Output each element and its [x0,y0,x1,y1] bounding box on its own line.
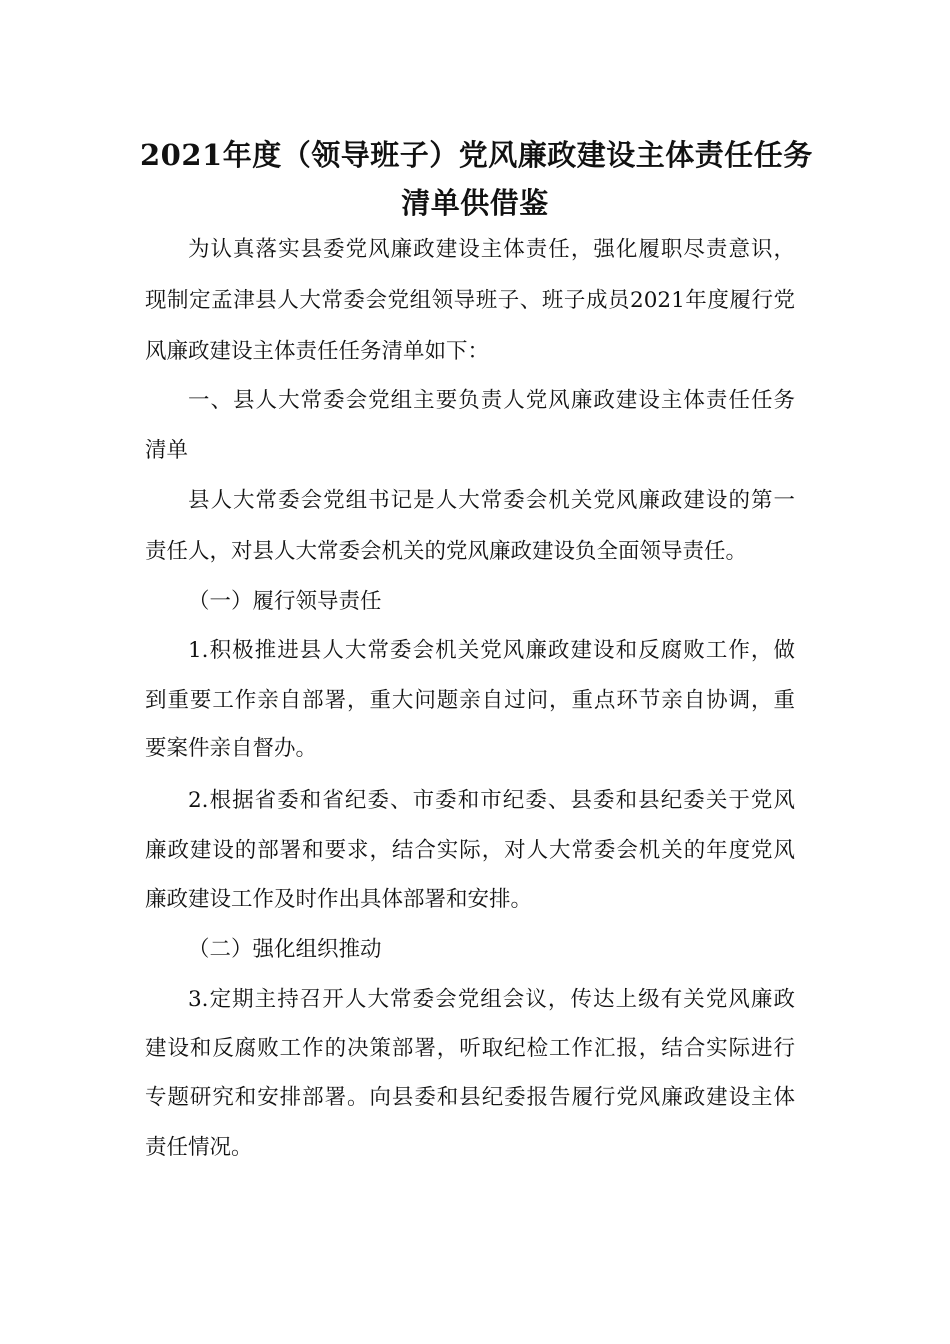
subsection-2-heading: （二）强化组织推动 [188,937,382,962]
subsection-1-heading: （一）履行领导责任 [188,589,382,614]
document-title-line-2: 清单供借鉴 [401,186,549,220]
item-2-line-2: 廉政建设的部署和要求，结合实际，对人大常委会机关的年度党风 [145,838,795,863]
section-1-paragraph-line-2: 责任人，对县人大常委会机关的党风廉政建设负全面领导责任。 [145,539,748,564]
item-2-line-3: 廉政建设工作及时作出具体部署和安排。 [145,887,533,912]
section-1-heading-line-2: 清单 [145,438,189,463]
item-3-line-1: 3.定期主持召开人大常委会党组会议，传达上级有关党风廉政 [188,987,795,1012]
item-3-line-2: 建设和反腐败工作的决策部署，听取纪检工作汇报，结合实际进行 [145,1036,795,1061]
intro-line-1: 为认真落实县委党风廉政建设主体责任，强化履职尽责意识， [188,237,795,262]
item-1-line-2: 到重要工作亲自部署，重大问题亲自过问，重点环节亲自协调，重 [145,688,795,713]
item-1-line-3: 要案件亲自督办。 [145,736,318,761]
item-3-line-3: 专题研究和安排部署。向县委和县纪委报告履行党风廉政建设主体 [145,1085,795,1110]
item-1-line-1: 1.积极推进县人大常委会机关党风廉政建设和反腐败工作，做 [188,638,795,663]
intro-line-2: 现制定孟津县人大常委会党组领导班子、班子成员2021年度履行党 [145,288,795,313]
item-2-line-1: 2.根据省委和省纪委、市委和市纪委、县委和县纪委关于党风 [188,788,795,813]
item-3-line-4: 责任情况。 [145,1135,253,1160]
section-1-paragraph-line-1: 县人大常委会党组书记是人大常委会机关党风廉政建设的第一 [188,488,795,513]
document-title-line-1: 2021年度（领导班子）党风廉政建设主体责任任务 [140,138,813,172]
section-1-heading-line-1: 一、县人大常委会党组主要负责人党风廉政建设主体责任任务 [188,388,795,413]
intro-line-3: 风廉政建设主体责任任务清单如下： [145,339,490,364]
